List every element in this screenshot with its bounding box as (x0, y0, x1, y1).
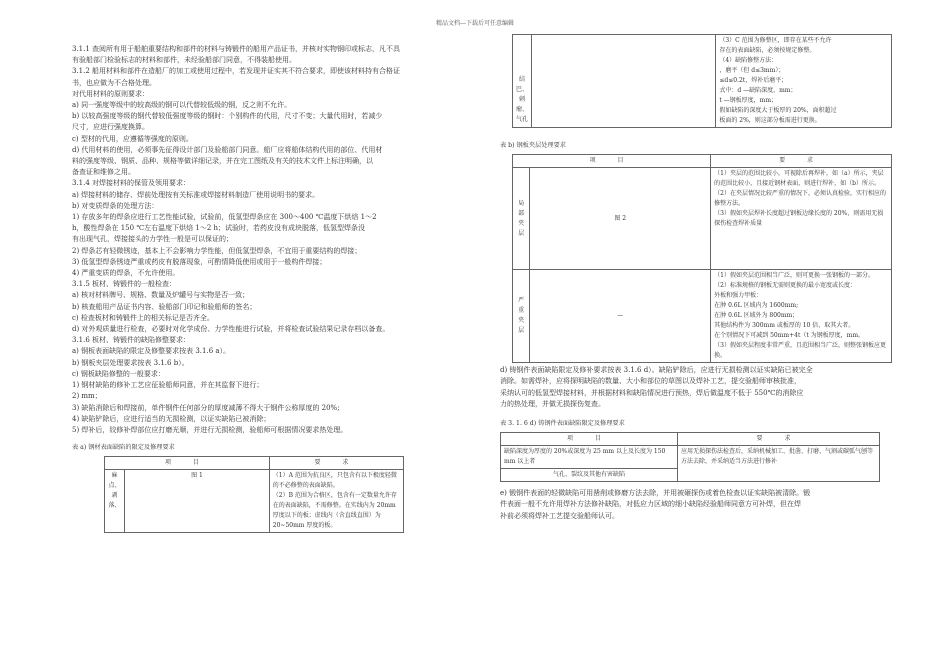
paragraph-d (500, 365, 880, 410)
left-line-16: 1) 存放多年的焊条应进行工艺性能试验，试验前，低氢型焊条应在 300～400 ℃温度下烘焙 1～2 (72, 213, 377, 222)
table-d-head-req: 要 求 (678, 433, 880, 446)
left-line-33: 3) 缺陷消除后和焊接前，单件钢件任何部分的厚度减薄不得大于钢件公称厚度的 20%; (72, 403, 340, 412)
table-a-head-req: 要 求 (269, 457, 403, 470)
table-b-row2-line-7: 在个别情况下可减到 50mm+4t（t 为钢板厚度，mm。 (714, 332, 865, 340)
left-column (72, 44, 467, 533)
left-line-35: 5) 焊补后，铰修补焊部位应打磨光顺，并进行无损检测，验船师可根据情况要求热处理。 (72, 425, 348, 434)
left-line-21: 4) 严重变质的焊条，不允许使用。 (72, 269, 180, 278)
table-b-row1-line-1: （1）夹层的范围比较小，可视除后再焊补，如（a）所示，夹层的范围比较小，且接近钢材表面，则进行焊补，如（b）所示。 (714, 170, 884, 188)
left-line-9: c) 型材的代用，应遵循等强度的原则。 (72, 134, 193, 143)
table-d-row-1: 缺陷深度为厚度的 20%或深度为 25 mm 以上及长度为 150 mm 以上者 (501, 446, 678, 469)
left-line-13: 3.1.4 对焊接材料的保管及领用要求： (72, 179, 191, 188)
table-a-head-item: 项 目 (105, 457, 270, 470)
para-e-line-2: 件表面一般不允许用焊补方法修补缺陷，对低应力区域的细小缺陷经验船师同意方可补焊，但在焊 (500, 500, 801, 509)
left-line-29: b) 钢板夹层处理要求按表 3.1.6 b）。 (72, 358, 189, 367)
table-b-row1-figure: 图 2 (530, 168, 711, 270)
table-b-head-item: 项 目 (513, 155, 711, 168)
left-line-19: 2) 焊条芯有轻微锈迹，基本上不会影响力学性能，但低氢型焊条，不宜用于重要结构的焊接； (72, 246, 362, 255)
left-line-28: a) 钢板表面缺陷的限定及修整要求按表 3.1.6 a）。 (72, 347, 231, 356)
table-d (500, 432, 880, 482)
table-top-line-9: 板面的 2%，则这部分板需进行更换。 (719, 117, 821, 124)
left-line-10: d) 代用材料的使用，必须事先征得设计部门及验船部门同意。船厂应将船体结构代用的部位、代用材 (72, 145, 383, 154)
table-top-line-4: ，磨平（但 d≤3mm）； (719, 67, 785, 74)
left-line-27: 3.1.6 板材、铸锻件的缺陷修整要求： (72, 336, 191, 345)
table-top-line-8: 假如缺陷的深度大于板厚的 20%，面积超过 (719, 107, 837, 114)
left-line-6: a) 同一强度等级中的较高级的钢可以代替较低级的钢，反之则不允许。 (72, 101, 292, 110)
table-b-row1-line-3: （3）假如夹层焊补长度超过钢板边缘长度的 20%，则需用无损探伤检查焊补质量 (714, 210, 884, 228)
left-line-5: 对代用材料的原则要求： (72, 89, 149, 98)
table-a-figure: 图 1 (125, 470, 270, 533)
left-line-2: 有验船部门检验标志的材料和部件，未经验船部门同意，不得装船使用。 (72, 56, 296, 65)
left-line-8: 尺寸，应进行强度换算。 (72, 123, 149, 132)
left-line-11: 料的强度等级、钢质、品种、规格等做详细记录，并在完工图纸及有关的技术文件上标注明确，以 (72, 157, 373, 166)
table-top-req (716, 35, 892, 128)
table-d-row-2: 气孔、裂纹及其他有害缺陷 (501, 469, 678, 482)
left-line-24: b) 核查船用产品证书内容、验船部门印记和验船师的签名； (72, 302, 257, 311)
left-line-20: 3) 低氢型焊条锈迹严重或药皮有脱落现象，可酌情降低使用或用于一般构件焊接； (72, 257, 327, 266)
table-top-continued (512, 34, 892, 128)
right-column (500, 34, 886, 522)
left-line-12: 备查证和维修之用。 (72, 168, 135, 177)
table-a-req-1: （1）A 范围为抗良区，只包含有以下极度轻微的不必修整的表面缺陷。 (272, 472, 397, 490)
table-top-line-2: 存在的表面缺陷，必须按规定修整。 (719, 47, 816, 54)
left-line-23: a) 核对材料牌号、规格、数量及炉罐号与实物是否一致； (72, 291, 250, 300)
table-a-req-2: （2）B 范围为合格区，包含有一定数量允许存在的表面缺陷，不需修整。在实线内为 20mm 厚度以下的板；虚线内（含直线直围）为 20~50mm 厚度的板。 (272, 492, 397, 530)
table-top-line-1: （3）C 范围为修整区，即存在某些不允许 (719, 37, 832, 44)
table-b-head-req: 要 求 (711, 155, 892, 168)
table-d-head-item: 项 目 (501, 433, 678, 446)
table-b-row2-side: 严重夹层 (513, 270, 530, 363)
table-b-row1-line-2: （2）在夹层情况比较严重的情况下，必须认真检验，实行相应的修整方法。 (714, 190, 886, 208)
para-d-line-1: d) 铸钢件表面缺陷限定及修补要求按表 3.1.6 d）。缺陷铲除后，应进行无损检测以证实缺陷已被完全 (500, 366, 813, 375)
para-e-line-1: e) 锻钢件表面的轻微缺陷可用凿削或修磨方法去除，并用被砸探伤或着色检查以证实缺陷被清除。锻 (500, 489, 811, 498)
table-b-row2-line-8: （3）假如夹层程度非常严重，且范围相当广泛，则整张钢板应更换。 (714, 342, 886, 360)
table-top-side: 结巴、刺瘤、气孔 (513, 35, 532, 128)
left-line-30: c) 钢板缺陷修整的一般要求： (72, 369, 165, 378)
table-b-row2-line-1: （1）假如夹层范围相当广泛，则可更换一张钢板的一部分。 (714, 272, 874, 280)
left-line-22: 3.1.5 板材、铸锻件的一般检查： (72, 280, 177, 289)
left-paragraphs (72, 44, 467, 436)
table-a-caption: 表 a) 钢材表面缺陷的限定及修理要求 (72, 444, 175, 452)
table-b-row2-line-2: （2）标准规格的钢板无需则更换的最小宽度或长度： (714, 282, 856, 290)
table-top-line-7: t —钢板厚度，mm； (719, 97, 778, 104)
table-b-row2-line-4: 在肿 0.6L 区域内为 1600mm; (714, 302, 799, 310)
para-d-line-2: 消除。如需焊补，应将探明缺陷的数量、大小和部位的草图以及焊补工艺，提交验船师审核批准， (500, 377, 801, 386)
table-a (104, 456, 404, 533)
left-line-18: 有出现气孔，焊接接头的力学性一般是可以保证的； (72, 235, 233, 244)
left-line-25: c) 检查板材和铸锻件上的相关标记是否齐全。 (72, 313, 214, 322)
para-e-line-3: 补前必须将焊补工艺提交验船师认可。 (500, 511, 619, 520)
table-top-line-6: 式中：d —缺陷深度，mm； (719, 87, 797, 94)
table-b-caption: 表 b) 钢板夹层处理要求 (500, 142, 566, 149)
left-line-34: 4) 缺陷铲除后，应进行适当的无损检测，以证实缺陷已被消除； (72, 414, 271, 423)
table-b-row1-req (711, 168, 892, 270)
page-header: 精品文档---下载后可任意编辑 (435, 20, 515, 27)
table-b-row2-line-6: 其他结构件为 300mm 或板厚的 10 倍，取其大者。 (714, 322, 855, 330)
left-line-15: b) 对变质焊条的处理方法： (72, 201, 159, 210)
para-d-line-3: 采纳认可的低氢型焊接材料，并根据材料和缺陷情况进行预热，焊后做温度不低于 550℃的消除应 (500, 388, 804, 397)
left-line-1: 3.1.1 查阅所有用于船舶重要结构和部件的材料与铸锻件的船用产品证书，并核对实物钢印或标志，凡不具 (72, 45, 401, 53)
table-b-row2-figure: — (530, 270, 711, 363)
para-d-line-4: 力的热处理，并做无损探伤复查。 (500, 399, 605, 408)
left-line-7: b) 以较高强度等级的钢代替较低强度等级的钢时：个别构件的代用，尺寸不变；大量代用时，若减少 (72, 112, 383, 121)
table-top-line-5: ≤d≤0.2t，焊补后磨平； (719, 77, 788, 84)
table-top-line-3: （4）缺陷修整方法： (719, 57, 778, 64)
left-line-26: d) 对外观质量进行检查，必要时对化学成份、力学性能进行试验，并将检查试验结果记录存档以备查。 (72, 325, 390, 334)
left-line-4: 书，也应做为不合格处理。 (72, 78, 156, 87)
table-a-side: 麻点、剥落、 (105, 470, 125, 533)
table-b (512, 154, 892, 363)
paragraph-e (500, 488, 880, 522)
table-b-row2-line-5: 在肿 0.6L 区域外为 800mm； (714, 312, 799, 320)
table-d-req: 应用无损探伤法检查后，采纳机械加工、批凿、打磨、气割或碳弧气刨等方法去除，并采纳适当方法进行修补 (678, 446, 880, 482)
left-line-31: 1) 钢材缺陷的修补工艺应征验船师同意，并在其监督下进行； (72, 381, 264, 390)
left-line-14: a) 焊接材料的储存、焊前处理按有关标准或焊接材料制造厂使用说明书的要求。 (72, 190, 320, 199)
table-b-row2-line-3: 外板和强力甲板： (714, 292, 763, 300)
left-line-32: 2) mm； (72, 392, 102, 401)
table-b-row1-side: 局部夹层 (513, 168, 530, 270)
table-b-row2-req (711, 270, 892, 363)
table-d-caption: 表 3. 1. 6 d) 铸钢件表面缺陷限定及修理要求 (500, 420, 625, 428)
left-line-17: h，酸性焊条在 150 ℃左右温度下烘焙 1～2 h；试验时，若药皮没有成块脱落，低氢型焊条没 (72, 224, 366, 233)
left-line-3: 3.1.2 船用材料和部件在造船厂的加工或使用过程中，若发现并证实其不符合要求，即使该材料持有合格证 (72, 67, 401, 76)
